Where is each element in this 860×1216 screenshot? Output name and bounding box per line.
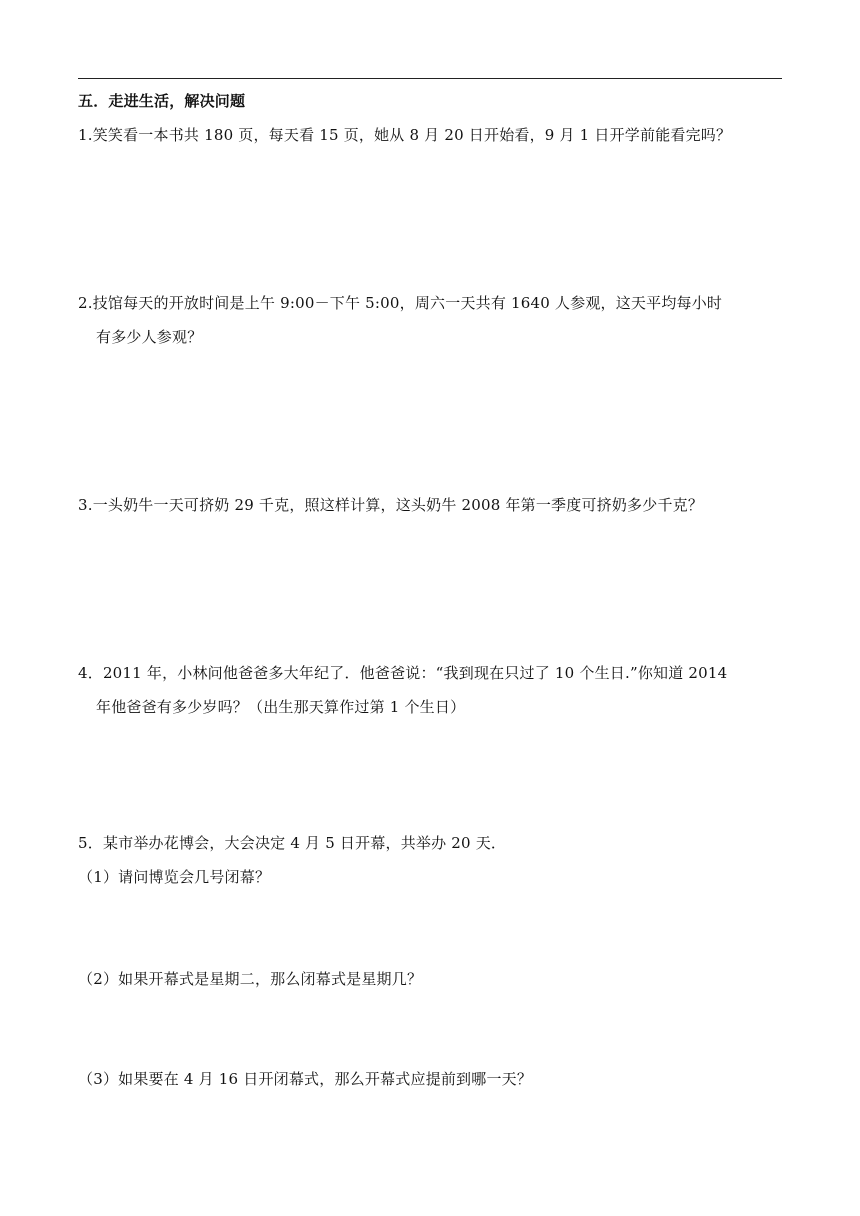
question-5-part-2: （2）如果开幕式是星期二，那么闭幕式是星期几？	[78, 970, 423, 988]
header-rule	[78, 78, 782, 79]
question-5-part-1: （1）请问博览会几号闭幕？	[78, 868, 271, 886]
question-4-line-2: 年他爸爸有多少岁吗？（出生那天算作过第 1 个生日）	[96, 698, 466, 716]
question-5-part-3: （3）如果要在 4 月 16 日开闭幕式，那么开幕式应提前到哪一天？	[78, 1070, 533, 1088]
question-5: 5．某市举办花博会，大会决定 4 月 5 日开幕，共举办 20 天．	[78, 834, 507, 852]
question-3: 3.一头奶牛一天可挤奶 29 千克，照这样计算，这头奶牛 2008 年第一季度可挤奶多少千克？	[78, 496, 704, 514]
question-2-line-1: 2.技馆每天的开放时间是上午 9:00－下午 5:00，周六一天共有 1640 人参观，这天平均每小时	[78, 294, 723, 312]
question-4-line-1: 4．2011 年，小林问他爸爸多大年纪了．他爸爸说：“我到现在只过了 10 个生日.”你知道 2014	[78, 664, 728, 682]
question-1: 1.笑笑看一本书共 180 页，每天看 15 页，她从 8 月 20 日开始看，9 月 1 日开学前能看完吗？	[78, 126, 732, 144]
section-title: 五．走进生活，解决问题	[78, 92, 246, 110]
question-2-line-2: 有多少人参观？	[96, 328, 203, 346]
